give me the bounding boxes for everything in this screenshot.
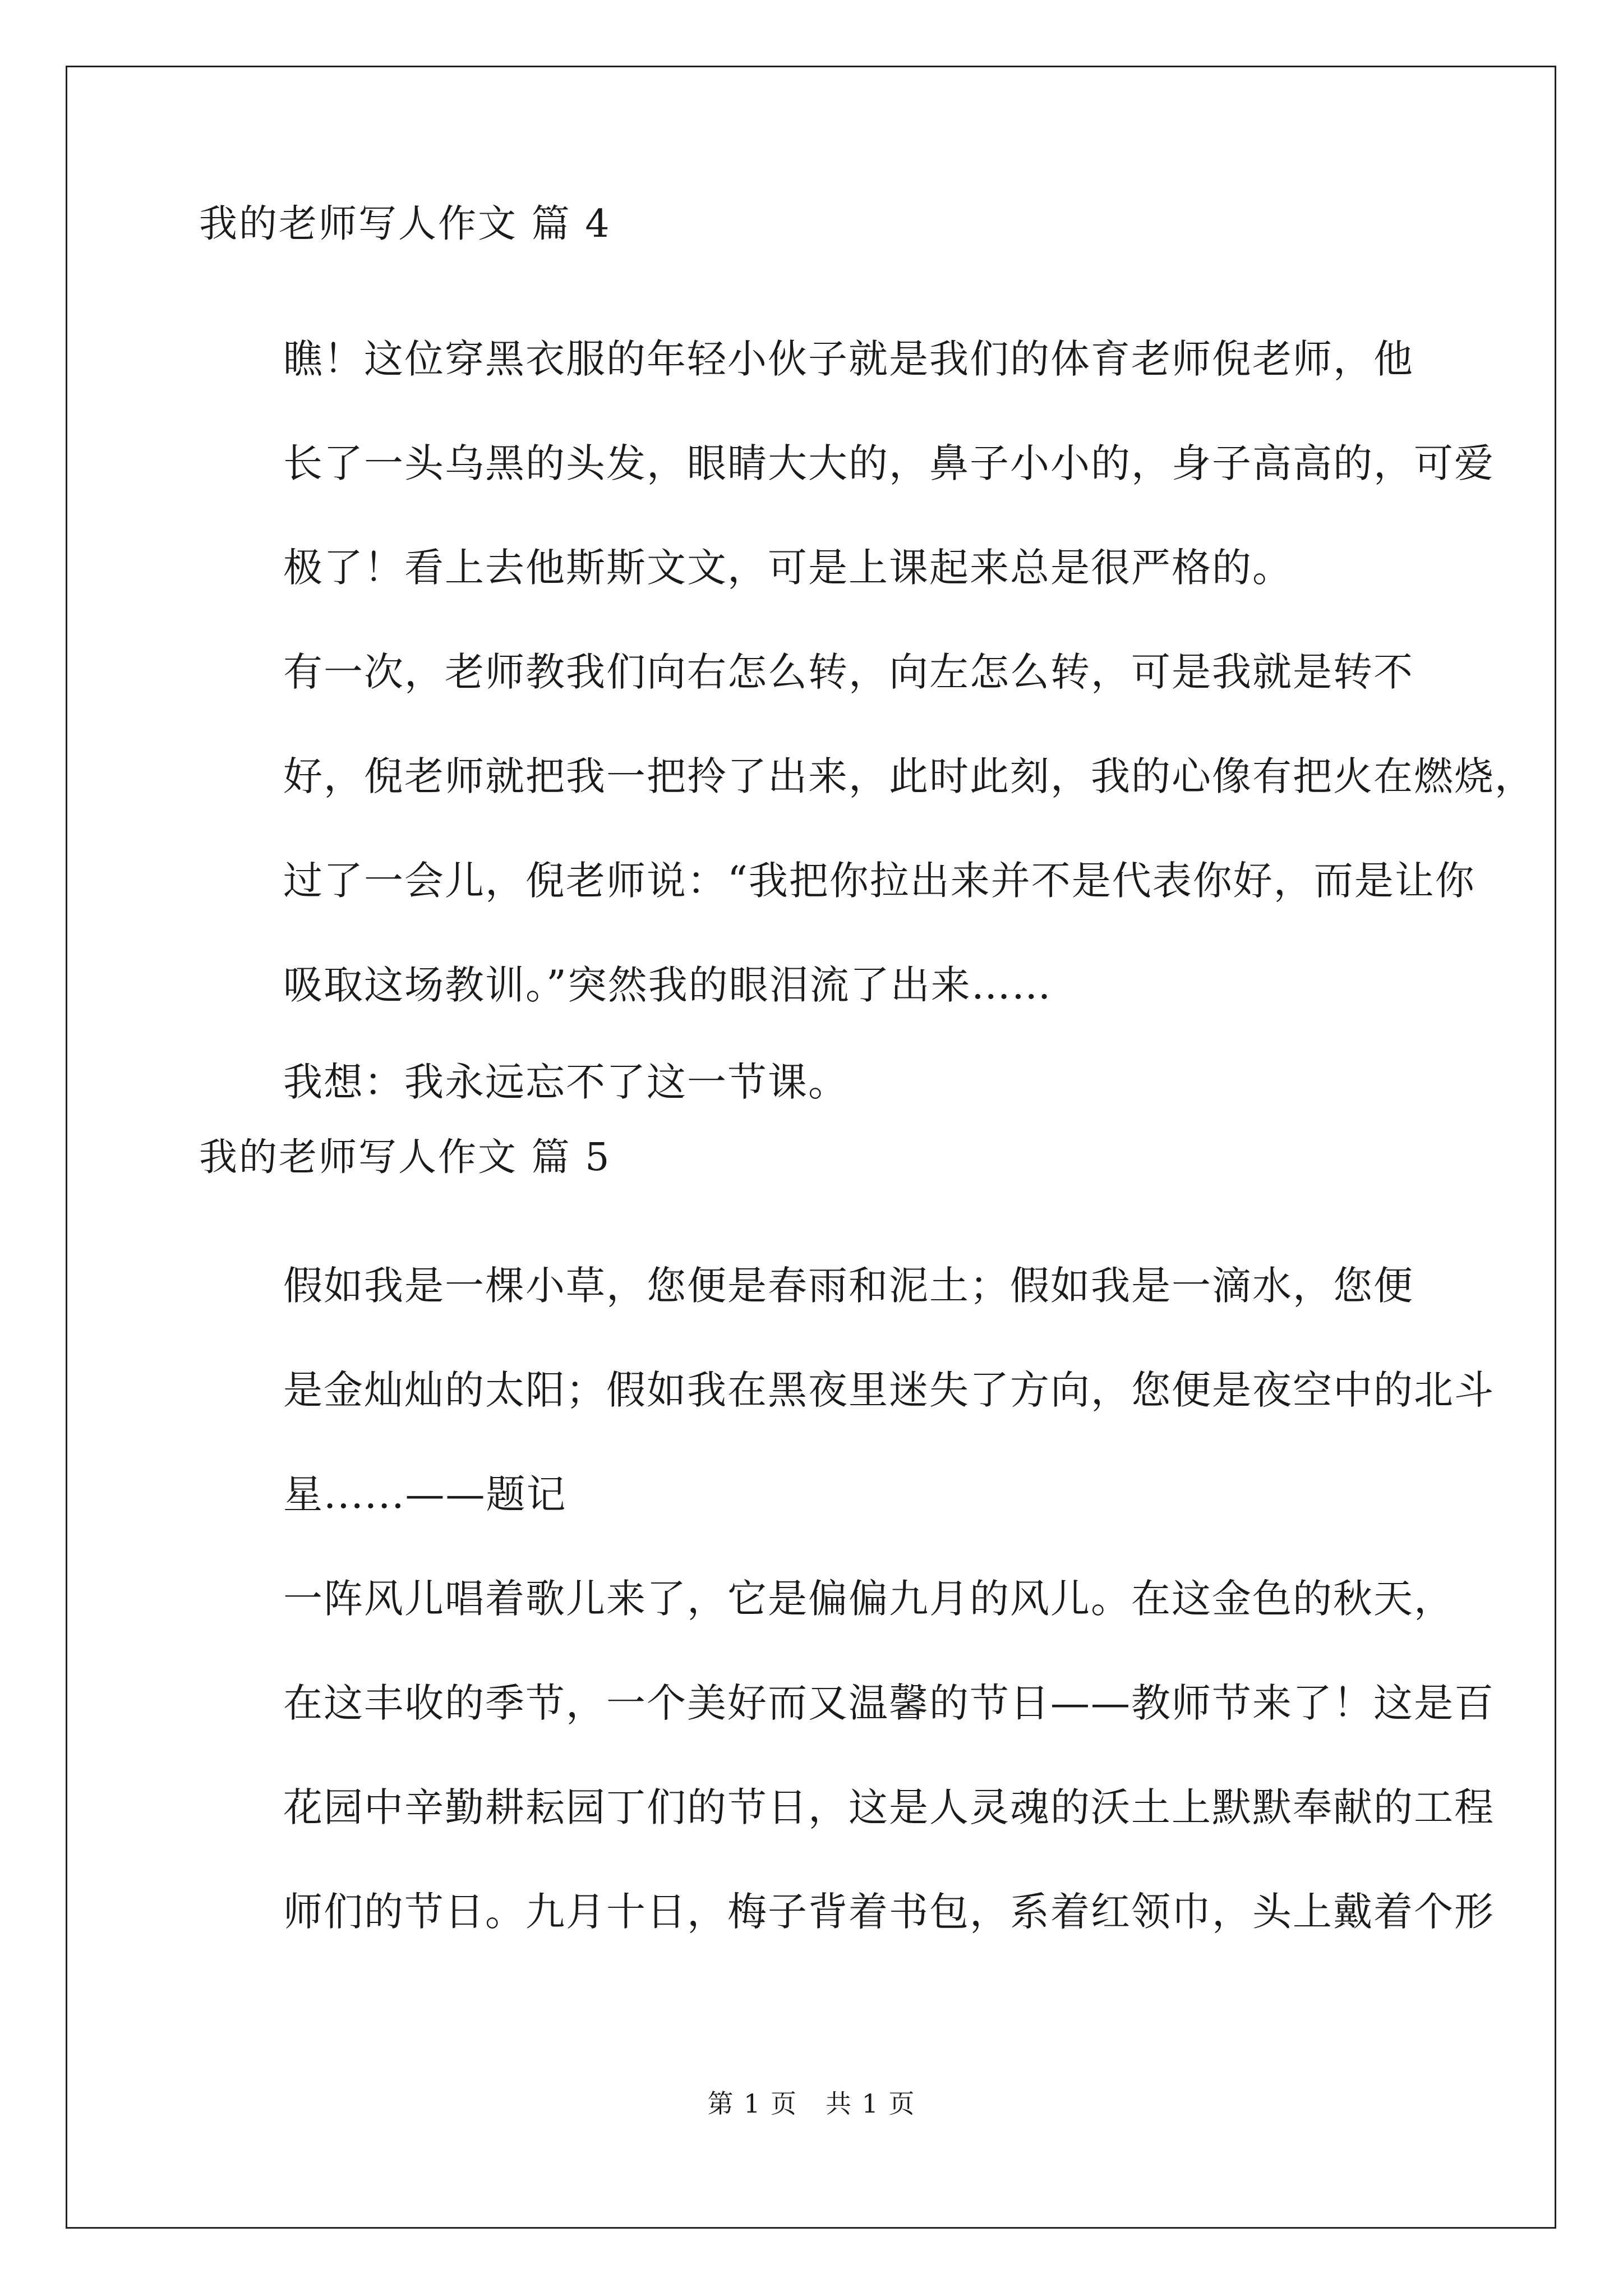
text-line: 长了一头乌黑的头发，眼睛大大的，鼻子小小的，身子高高的，可爱 bbox=[283, 440, 1495, 486]
text-line: 是金灿灿的太阳；假如我在黑夜里迷失了方向，您便是夜空中的北斗 bbox=[283, 1367, 1495, 1413]
page-footer bbox=[0, 2087, 1623, 2120]
section-5-paragraph-2 bbox=[199, 1547, 1495, 1964]
text-line: 有一次，老师教我们向右怎么转，向左怎么转，可是我就是转不 bbox=[283, 649, 1414, 695]
text-line: 师们的节日。九月十日，梅子背着书包，系着红领巾，头上戴着个形 bbox=[283, 1889, 1495, 1935]
text-line: 我想：我永远忘不了这一节课。 bbox=[283, 1059, 849, 1105]
text-line: 在这丰收的季节，一个美好而又温馨的节日——教师节来了！这是百 bbox=[283, 1680, 1495, 1726]
section-5-title: 我的老师写人作文 篇 5 bbox=[199, 1135, 611, 1180]
section-4-paragraph-3 bbox=[199, 1037, 1433, 1127]
text-line: 好，倪老师就把我一把拎了出来，此时此刻，我的心像有把火在燃烧， bbox=[283, 753, 1535, 799]
text-line: 花园中辛勤耕耘园丁们的节日，这是人灵魂的沃土上默默奉献的工程 bbox=[283, 1784, 1495, 1830]
section-4-title: 我的老师写人作文 篇 4 bbox=[199, 202, 611, 246]
section-5-paragraph-1 bbox=[199, 1234, 1495, 1547]
text-line: 吸取这场教训。”突然我的眼泪流了出来…… bbox=[283, 962, 1052, 1008]
document-body bbox=[199, 199, 1535, 1964]
text-line: 过了一会儿，倪老师说：“我把你拉出来并不是代表你好，而是让你 bbox=[283, 858, 1476, 904]
section-4-paragraph-1 bbox=[199, 307, 1495, 620]
text-line: 极了！看上去他斯斯文文，可是上课起来总是很严格的。 bbox=[283, 545, 1293, 591]
text-line: 星......——题记 bbox=[283, 1471, 567, 1517]
page-number-current: 第 1 页 bbox=[707, 2088, 797, 2119]
text-line: 假如我是一棵小草，您便是春雨和泥土；假如我是一滴水，您便 bbox=[283, 1263, 1414, 1309]
text-line: 一阵风儿唱着歌儿来了，它是偏偏九月的风儿。在这金色的秋天， bbox=[283, 1576, 1454, 1622]
section-4-paragraph-2 bbox=[199, 620, 1535, 1037]
page-number-total: 共 1 页 bbox=[826, 2088, 916, 2119]
text-line: 瞧！这位穿黑衣服的年轻小伙子就是我们的体育老师倪老师，他 bbox=[283, 336, 1414, 382]
